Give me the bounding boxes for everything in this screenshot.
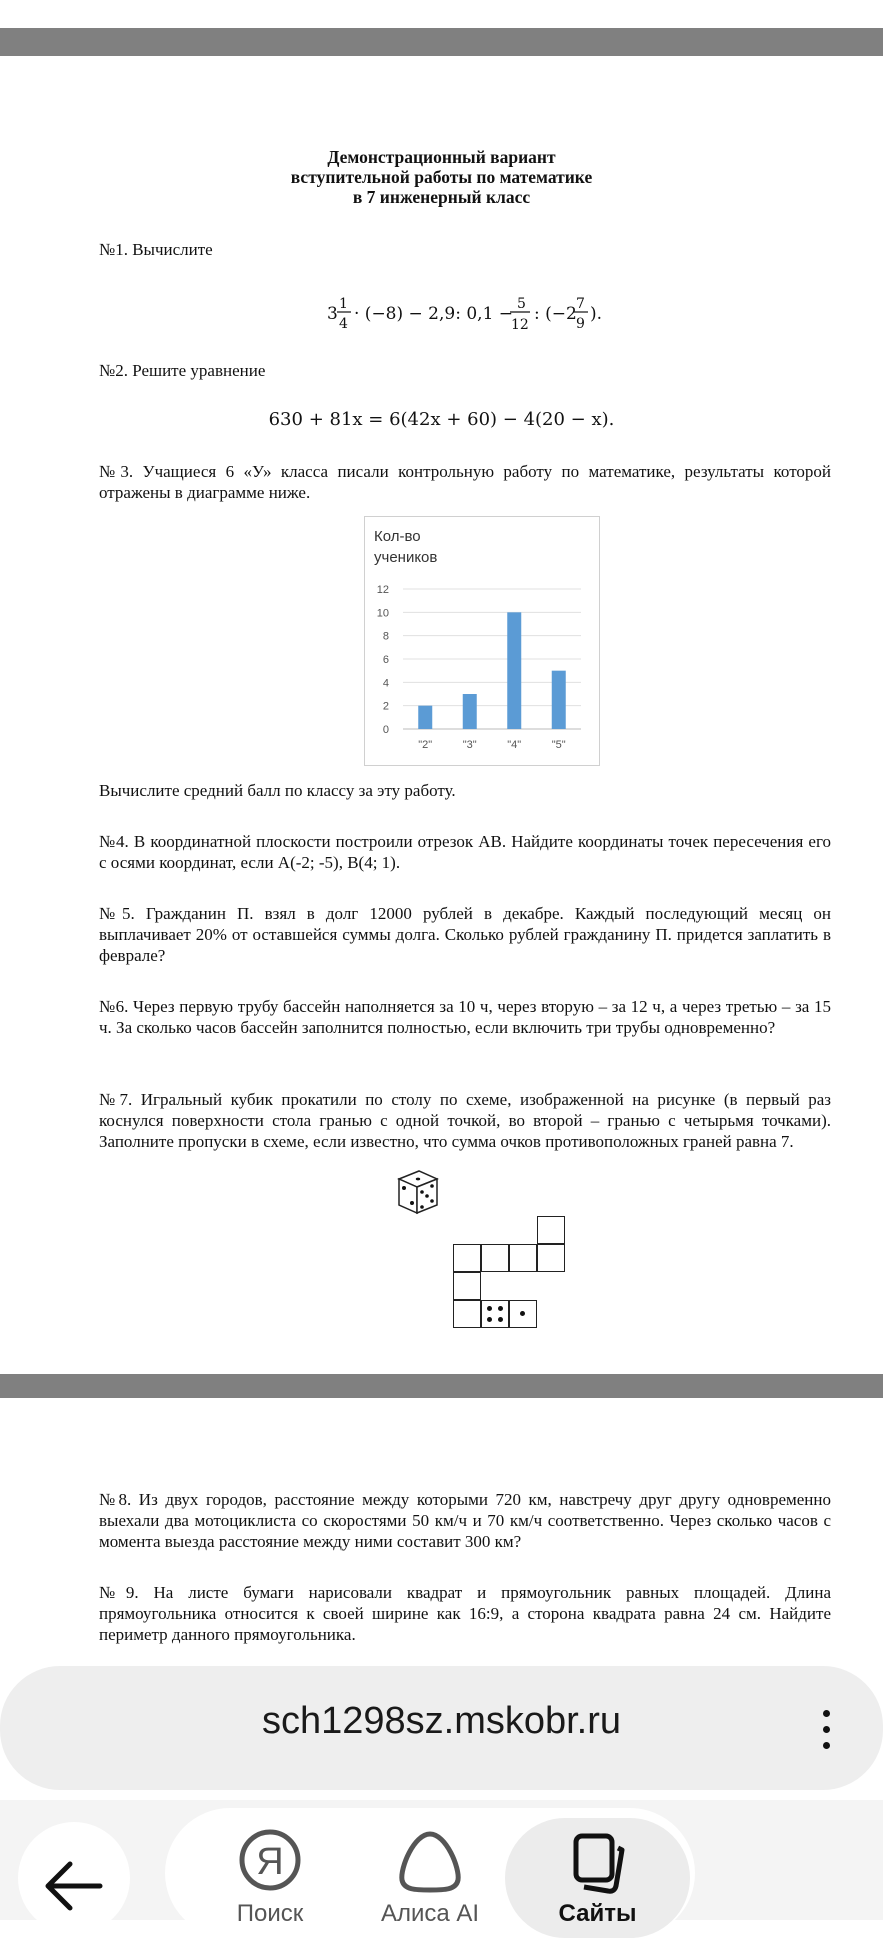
dice-net-diagram: [453, 1216, 569, 1332]
nav-alice-label: Алиса AI: [380, 1900, 480, 1927]
svg-text:).: ).: [590, 304, 603, 324]
net-cell: [453, 1244, 481, 1272]
chart-title-line: учеников: [374, 549, 438, 566]
net-cell: [537, 1216, 565, 1244]
svg-text:1: 1: [339, 296, 348, 312]
chart-bar: [507, 612, 521, 729]
task-3-question: Вычислите средний балл по классу за эту работу.: [99, 781, 456, 800]
task-2-formula: 630 + 81x = 6(42x + 60) − 4(20 − x).: [268, 409, 615, 430]
chart-x-tick-label: "4": [507, 739, 522, 751]
task-2-heading: №2. Решите уравнение: [99, 361, 266, 380]
task-1-formula: [0, 290, 883, 334]
net-cell: [537, 1244, 565, 1272]
chart-y-tick-label: 0: [382, 724, 389, 736]
chart-x-tick-label: "2": [418, 739, 433, 751]
net-cell: [453, 1272, 481, 1300]
chart-bar: [463, 694, 477, 729]
yandex-search-icon: [215, 1828, 325, 1898]
chart-bar: [418, 706, 432, 729]
chart-y-tick-label: 12: [376, 584, 389, 596]
task-6-text: №6. Через первую трубу бассейн наполняется за 10 ч, через вторую – за 12 ч, а через третью – за 15 ч. За сколько часов бассейн заполнится полностью, если включить три трубы одновременно?: [99, 997, 831, 1037]
nav-search-button[interactable]: [215, 1828, 325, 1927]
task-3-text: №3. Учащиеся 6 «У» класса писали контрольную работу по математике, результаты которой отражены в диаграмме ниже.: [99, 462, 831, 502]
back-button[interactable]: [18, 1822, 130, 1934]
chart-x-tick-label: "3": [462, 739, 477, 751]
chart-y-tick-label: 2: [382, 700, 389, 713]
bar-chart-svg: [365, 517, 599, 765]
task-8-text: №8. Из двух городов, расстояние между которыми 720 км, навстречу друг другу одновременно выехали два мотоциклиста со скоростями 50 км/ч и 70 км/ч соответственно. Через сколько часов с момента выезда расстояние между ними составит 300 км?: [99, 1490, 831, 1551]
alice-icon: [370, 1828, 490, 1898]
net-cell-four-dots: [481, 1300, 509, 1328]
nav-sites-label: Сайты: [558, 1900, 637, 1927]
page-separator-top: [0, 28, 883, 56]
net-cell: [509, 1244, 537, 1272]
chart-bar: [552, 671, 566, 729]
svg-text:4: 4: [339, 316, 348, 332]
address-url[interactable]: sch1298sz.mskobr.ru: [261, 1700, 622, 1742]
task-4-text: №4. В координатной плоскости построили отрезок AB. Найдите координаты точек пересечения его с осями координат, если A(-2; -5), B(4; 1).: [99, 832, 831, 872]
title-line-3: в 7 инженерный класс: [352, 187, 531, 207]
chart-y-tick-label: 6: [382, 654, 389, 666]
net-cell: [453, 1300, 481, 1328]
nav-search-label: Поиск: [236, 1900, 304, 1927]
svg-text:9: 9: [576, 316, 585, 332]
title-line-1: Демонстрационный вариант: [327, 147, 556, 167]
svg-text:12: 12: [511, 317, 529, 333]
chart-y-tick-label: 8: [382, 630, 389, 643]
dice-icon: [395, 1167, 441, 1217]
nav-sites-button[interactable]: [540, 1828, 655, 1927]
svg-text:5: 5: [517, 296, 526, 312]
net-cell-one-dot: [509, 1300, 537, 1328]
chart-y-tick-label: 4: [382, 677, 389, 690]
task-1-heading: №1. Вычислите: [99, 240, 213, 259]
bar-chart: [364, 516, 600, 766]
chart-y-tick-label: 10: [376, 607, 389, 620]
chart-x-tick-label: "5": [551, 739, 566, 751]
task-7-text: №7. Игральный кубик прокатили по столу по схеме, изображенной на рисунке (в первый раз коснулся поверхности стола гранью с одной точкой, во второй – гранью с четырьмя точками). Заполните пропуски в схеме, если известно, что сумма очков противоположных граней равна 7.: [99, 1090, 831, 1151]
svg-text:3: 3: [327, 304, 338, 324]
page-separator-middle: [0, 1374, 883, 1398]
tabs-icon: [540, 1828, 655, 1898]
chart-title-line: Кол-во: [374, 528, 421, 545]
task-5-text: №5. Гражданин П. взял в долг 12000 рублей в декабре. Каждый последующий месяц он выплачивает 20% от оставшейся суммы долга. Сколько рублей гражданину П. придется заплатить в феврале?: [99, 904, 831, 965]
nav-alice-button[interactable]: [370, 1828, 490, 1927]
svg-text:: (−2: : (−2: [534, 304, 577, 324]
back-arrow-icon: [18, 1822, 130, 1934]
more-menu-icon[interactable]: [820, 1708, 832, 1752]
net-cell: [481, 1244, 509, 1272]
svg-text:7: 7: [576, 296, 585, 312]
svg-text:· (−8) − 2,9: 0,1 −: · (−8) − 2,9: 0,1 −: [354, 304, 514, 324]
task-9-text: №9. На листе бумаги нарисовали квадрат и прямоугольник равных площадей. Длина прямоугольника относится к своей ширине как 16:9, а сторона квадрата равна 24 см. Найдите периметр данного прямоугольника.: [99, 1583, 831, 1644]
document-title: [0, 147, 883, 207]
svg-text:Я: Я: [256, 1841, 284, 1883]
title-line-2: вступительной работы по математике: [290, 167, 593, 187]
